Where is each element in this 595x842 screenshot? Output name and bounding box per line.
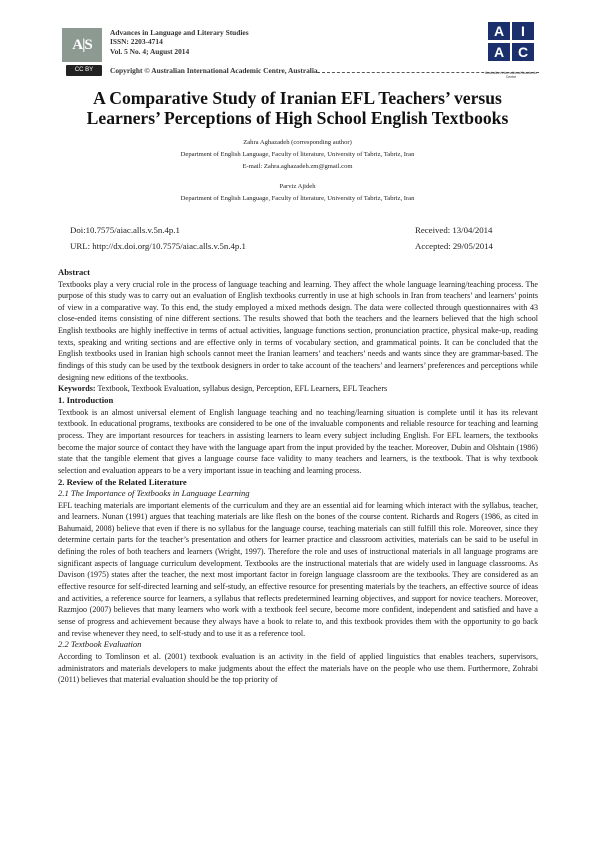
- subsection-heading: 2.1 The Importance of Textbooks in Language Learning: [58, 488, 250, 498]
- received-date: Received: 13/04/2014: [415, 225, 493, 235]
- abstract-text: Textbooks play a very crucial role in the process of language teaching and learning. They affect the whole language learning/teaching process. The purpose of this study was to carry out an evaluation of English textbooks currently in use at high schools in Iran from teachers’ and learners’ points of view in a comparative way. To this end, the study employed a mixed methods design. The data were collected through questionnaires with 43 close-ended items consisting of nine different sections. The results showed that both the teachers and the learners believed that the high school English textbooks are highly ineffective in terms of actual activities, language functions section, pronunciation practice, physical make-up, reading texts, speaking and writing sections and are effective only in terms of vocabulary section, and grammatical points. It can be concluded that the English textbooks used in Iranian high schools cannot meet the Iranian learners’ and teachers’ needs and wants since they are grammar-based. The findings of this study can be used by the textbook designers in order to take account of the teachers’ and learners’ preferences and perceptions while designing new editions of the textbooks.: [58, 279, 538, 382]
- doi-text[interactable]: Doi:10.7575/aiac.alls.v.5n.4p.1: [70, 225, 180, 235]
- accepted-date: Accepted: 29/05/2014: [415, 241, 493, 251]
- author-affiliation: Department of English Language, Faculty of literature, University of Tabriz, Tabriz, Iran: [180, 150, 415, 158]
- section-text: EFL teaching materials are important elements of the curriculum and they are an essential aid for learning which interact with the syllabus, teacher, and learners. Nunan (1991) argues that teaching materials are like flesh on the bones of the course content. Richards and Rogers (1986, as cited in Bahumaid, 2008) believe that even if there is no syllabus for the language course, teaching materials can still fulfill this role. Moreover, since they determine certain parts for the teacher’s presentation and others for learner practice and classroom activities, materials can be said to be useful in defining the roles of both teachers and learners (Wright, 1997). Therefore the role and uses of instructional materials in all language programs are significant aspects of language curriculum development. Textbooks are the instructional materials that are widely used in language classrooms. As Davison (1975) states after the teacher, the next most important factor in foreign language classroom are the textbooks. They are considered as an effective resource for self-directed learning and self-study, an effective resource for presenting materials by the teachers, an effective source of ideas and activities, a reference source for learners, a syllabus that reflects predetermined learning objectives, and support for novice teachers. Moreover, Razmjoo (2007) believes that many learners who work with a textbook feel secure, become more confident, independent and satisfied and have a sense of progress and achievement because they always have a book to relate to, and this textbook provides them with the opportunity to go back and revise whenever they need, to self-study and to use it as a reference tool.: [58, 500, 538, 638]
- keywords-label: Keywords:: [58, 384, 96, 394]
- section-heading: 2. Review of the Related Literature: [58, 476, 187, 487]
- section-text: Textbook is an almost universal element of English language teaching and no teaching/learning situation is complete until it has its relevant textbook. In educational programs, textbooks are considered to be one of the invaluable components and reliable resource for teaching and learning process. They are important resources for teachers in assisting learners to learn every subject including English. For EFL learners, the textbooks become the major source of contact they have with the language apart from the input provided by the teacher. Moreover, Dubin and Olshtain (1986) state that the tangible element that gives a language course face validity to many teachers and learners, is the textbook. That is why textbook selection and evaluation appears to be a very important issue in teaching and learning process.: [58, 407, 538, 475]
- paper-title: [40, 88, 555, 128]
- title-line: Learners’ Perceptions of High School English Textbooks: [86, 108, 509, 128]
- journal-volume: Vol. 5 No. 4; August 2014: [110, 46, 190, 56]
- subsection-heading: 2.2 Textbook Evaluation: [58, 639, 142, 650]
- url-text[interactable]: URL: http://dx.doi.org/10.7575/aiac.alls.v.5n.4p.1: [70, 241, 246, 251]
- publisher-logo-letter: I: [512, 22, 534, 40]
- url-row: [70, 241, 530, 251]
- abstract-heading: Abstract: [58, 267, 90, 277]
- author-block: [40, 137, 555, 205]
- author-name: Zahra Aghazadeh (corresponding author): [243, 139, 352, 146]
- journal-meta: [110, 28, 249, 56]
- author-affiliation: Department of English Language, Faculty of literature, University of Tabriz, Tabriz, Iran: [180, 195, 415, 203]
- publisher-logo-caption: Australian International Academic Centre: [485, 71, 537, 79]
- publisher-logo-letter: A: [488, 43, 510, 61]
- journal-logo: A|S: [62, 28, 102, 62]
- doi-row: [70, 225, 530, 235]
- copyright-row: [62, 64, 540, 78]
- cc-license-badge[interactable]: CC BY: [66, 65, 102, 76]
- paper-body: [58, 267, 538, 686]
- keywords: [58, 383, 538, 395]
- section-heading: 1. Introduction: [58, 395, 114, 406]
- copyright-text: Copyright © Australian International Academic Centre, Australia: [110, 66, 318, 75]
- publisher-logo-letter: C: [512, 43, 534, 61]
- title-line: A Comparative Study of Iranian EFL Teachers’ versus: [93, 88, 502, 108]
- publisher-logo-letter: A: [488, 22, 510, 40]
- author-name: Parviz Ajideh: [279, 183, 316, 191]
- section-text: According to Tomlinson et al. (2001) textbook evaluation is an activity in the field of applied linguistics that enables teachers, supervisors, administrators and materials developers to make judgments about the effect the materials have on the people who use them. Furthermore, Zohrabi (2011) believes that material evaluation should be the top priority of: [58, 651, 538, 685]
- journal-issn: ISSN: 2203-4714: [110, 37, 163, 47]
- author-email[interactable]: E-mail: Zahra.aghazadeh.zm@gmail.com: [242, 162, 353, 170]
- keywords-text: Textbook, Textbook Evaluation, syllabus design, Perception, EFL Learners, EFL Teachers: [97, 384, 388, 394]
- header-divider: [317, 72, 539, 73]
- journal-name: Advances in Language and Literary Studies: [110, 28, 249, 37]
